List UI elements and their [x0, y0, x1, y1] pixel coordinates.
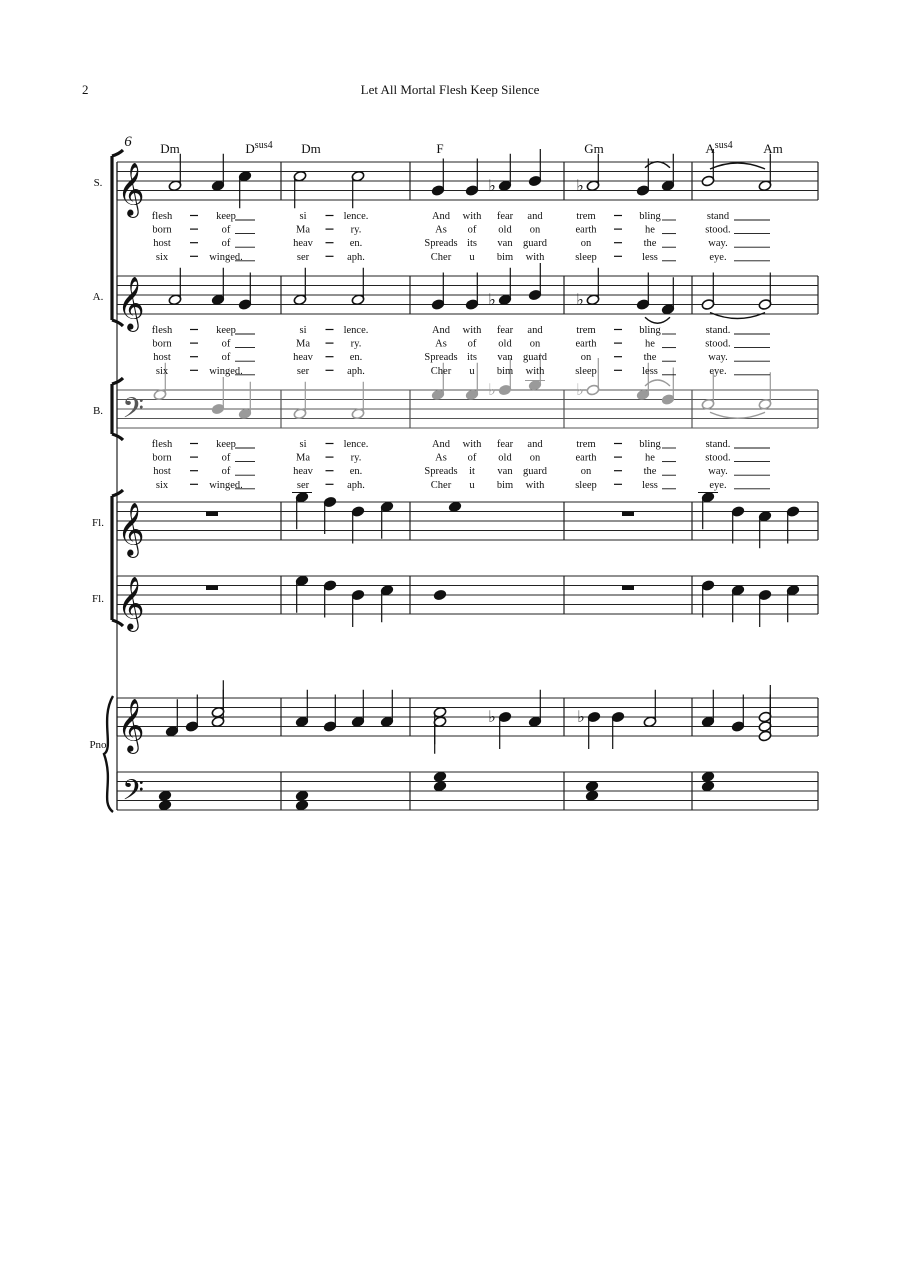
- note: [758, 273, 772, 311]
- note: [295, 790, 309, 802]
- lyric-syllable: bim: [496, 479, 514, 491]
- flute-1-staff: [117, 502, 818, 540]
- lyric-syllable: fear: [496, 439, 514, 450]
- chord-symbol: $A^{sus4}$: [705, 140, 733, 156]
- lyric-syllable: with: [525, 251, 545, 263]
- lyric-syllable: its: [467, 238, 477, 250]
- note: [238, 273, 252, 311]
- note: [431, 159, 445, 197]
- note: [168, 154, 182, 192]
- lyric-syllable: and: [527, 439, 543, 450]
- lyric-syllable: bling: [639, 325, 661, 336]
- staff-label-1: S.: [93, 177, 103, 189]
- note: [586, 268, 600, 306]
- lyric-syllable: on: [580, 352, 592, 364]
- lyric-syllable: of: [467, 224, 477, 236]
- lyric-syllable: As: [435, 338, 447, 350]
- lyric-syllable: winged.: [209, 365, 243, 377]
- notehead: [448, 501, 462, 513]
- note: [731, 584, 745, 622]
- staff-label-3: B.: [92, 405, 104, 417]
- notehead: [585, 780, 599, 792]
- lyric-syllable: earth: [575, 224, 597, 236]
- lyric-syllable: of: [221, 338, 231, 350]
- note: [433, 716, 447, 754]
- lyric-syllable: trem: [576, 439, 596, 450]
- lyric-syllable: ser: [296, 251, 310, 263]
- lyric-syllable: en.: [349, 238, 363, 250]
- note: [351, 170, 365, 208]
- lyric-syllable: lence.: [343, 439, 369, 450]
- lyric-syllable: of: [221, 452, 231, 464]
- lyric-syllable: keep: [216, 211, 236, 222]
- note: [636, 273, 650, 311]
- staff-label-4: Fl.: [92, 517, 104, 529]
- note: [731, 506, 745, 544]
- note: [238, 382, 252, 420]
- lyric-syllable: bim: [496, 365, 514, 377]
- chord-symbol: Gm: [584, 141, 604, 156]
- note: [211, 377, 225, 415]
- page-title: Let All Mortal Flesh Keep Silence: [360, 82, 540, 97]
- lyric-syllable: eye.: [709, 251, 727, 263]
- treble-clef: 𝄞: [117, 699, 145, 751]
- note: [585, 790, 599, 802]
- notehead: [158, 790, 172, 802]
- note: [323, 496, 337, 534]
- lyric-syllable: it: [469, 466, 475, 478]
- lyric-syllable: flesh: [151, 439, 173, 450]
- lyric-syllable: stood.: [705, 452, 731, 464]
- note: [701, 580, 715, 618]
- lyric-syllable: stand.: [705, 325, 731, 336]
- lyric-syllable: he: [645, 452, 655, 464]
- flat-sign: ♭: [488, 177, 496, 195]
- chord-symbol: Dm: [160, 141, 180, 156]
- lyric-syllable: lence.: [343, 325, 369, 336]
- lyric-syllable: born: [152, 452, 172, 464]
- note: [587, 711, 601, 749]
- lyric-syllable: host: [153, 238, 171, 250]
- lyric-syllable: with: [462, 439, 482, 450]
- lyric-syllable: of: [467, 452, 477, 464]
- lyric-syllable: eye.: [709, 365, 727, 377]
- lyric-syllable: of: [467, 338, 477, 350]
- lyric-syllable: way.: [708, 238, 728, 250]
- flute-2-staff: [117, 576, 818, 614]
- flat-sign: ♭: [576, 291, 584, 309]
- staff-label-5: Fl.: [92, 593, 104, 605]
- lyric-syllable: flesh: [151, 325, 173, 336]
- lyric-syllable: of: [221, 352, 231, 364]
- lyric-syllable: Spreads: [424, 466, 458, 478]
- lyric-syllable: and: [527, 211, 543, 222]
- flat-sign: ♭: [488, 382, 496, 399]
- treble-clef: 𝄞: [117, 503, 145, 555]
- whole-rest: [622, 512, 634, 517]
- note: [661, 154, 675, 192]
- note: [528, 263, 542, 301]
- whole-rest: [206, 512, 218, 517]
- note: [465, 273, 479, 311]
- note: [611, 711, 625, 749]
- lyric-syllable: on: [580, 238, 592, 250]
- lyric-syllable: aph.: [347, 251, 365, 263]
- lyric-syllable: trem: [576, 325, 596, 336]
- note: [701, 273, 715, 311]
- lyric-syllable: sleep: [575, 365, 597, 377]
- note: [498, 268, 512, 306]
- lyric-syllable: Ma: [296, 452, 310, 464]
- lyric-syllable: host: [153, 466, 171, 478]
- lyric-syllable: fear: [496, 325, 514, 336]
- note: [351, 506, 365, 544]
- lyric-syllable: on: [529, 224, 541, 236]
- staff-label-6: Pno: [89, 739, 107, 751]
- lyric-syllable: u: [469, 479, 475, 491]
- lyric-syllable: Cher: [430, 479, 452, 491]
- note: [351, 690, 365, 728]
- bass-clef: 𝄢: [122, 776, 144, 813]
- lyric-syllable: six: [155, 479, 169, 491]
- lyric-syllable: winged.: [209, 479, 243, 491]
- note: [295, 575, 309, 613]
- lyric-syllable: with: [462, 211, 482, 222]
- note: [351, 382, 365, 420]
- lyric-syllable: with: [525, 479, 545, 491]
- note: [295, 690, 309, 728]
- lyric-syllable: And: [431, 211, 451, 222]
- lyric-syllable: u: [469, 365, 475, 377]
- lyric-syllable: And: [431, 439, 451, 450]
- lyric-syllable: Spreads: [424, 238, 458, 250]
- whole-rest: [622, 586, 634, 591]
- note: [185, 695, 199, 733]
- note: [433, 780, 447, 792]
- lyric-syllable: six: [155, 365, 169, 377]
- lyric-syllable: of: [221, 466, 231, 478]
- lyric-syllable: en.: [349, 352, 363, 364]
- lyric-syllable: si: [299, 439, 307, 450]
- note: [643, 690, 657, 728]
- tie: [710, 163, 765, 169]
- note: [586, 358, 600, 396]
- note: [293, 170, 307, 208]
- lyric-syllable: with: [462, 325, 482, 336]
- note: [585, 780, 599, 792]
- lyric-syllable: aph.: [347, 365, 365, 377]
- note: [701, 372, 715, 410]
- lyric-syllable: aph.: [347, 479, 365, 491]
- lyric-syllable: Ma: [296, 224, 310, 236]
- lyric-syllable: And: [431, 325, 451, 336]
- notehead: [433, 780, 447, 792]
- lyric-syllable: eye.: [709, 479, 727, 491]
- whole-rest: [206, 586, 218, 591]
- notehead: [433, 589, 447, 601]
- chord-symbol: Am: [763, 141, 783, 156]
- lyric-syllable: Ma: [296, 338, 310, 350]
- note: [448, 501, 462, 513]
- lyric-syllable: guard: [523, 466, 547, 478]
- note: [758, 372, 772, 410]
- lyric-syllable: way.: [708, 352, 728, 364]
- lyric-syllable: sleep: [575, 479, 597, 491]
- note: [498, 154, 512, 192]
- notehead: [701, 771, 715, 783]
- lyric-syllable: bling: [639, 211, 661, 222]
- note: [758, 510, 772, 548]
- notehead: [701, 780, 715, 792]
- lyric-syllable: bling: [639, 439, 661, 450]
- lyric-syllable: and: [527, 325, 543, 336]
- lyric-syllable: less: [642, 365, 658, 377]
- note: [758, 589, 772, 627]
- notehead: [158, 799, 172, 811]
- note: [323, 580, 337, 618]
- chord-symbol: $D^{sus4}$: [245, 140, 273, 156]
- lyric-syllable: old: [498, 338, 512, 350]
- page-number: 2: [82, 82, 89, 97]
- flat-sign: ♭: [488, 291, 496, 309]
- note: [211, 268, 225, 306]
- note: [380, 501, 394, 539]
- note: [731, 695, 745, 733]
- lyric-syllable: with: [525, 365, 545, 377]
- note: [758, 154, 772, 192]
- lyric-syllable: van: [497, 466, 513, 478]
- note: [168, 268, 182, 306]
- lyric-syllable: winged.: [209, 251, 243, 263]
- lyric-syllable: earth: [575, 452, 597, 464]
- lyric-syllable: ry.: [350, 338, 362, 350]
- note: [380, 690, 394, 728]
- lyric-syllable: guard: [523, 238, 547, 250]
- note: [701, 690, 715, 728]
- lyric-syllable: old: [498, 224, 512, 236]
- note: [238, 170, 252, 208]
- lyric-syllable: earth: [575, 338, 597, 350]
- note: [465, 159, 479, 197]
- flat-sign: ♭: [488, 709, 496, 726]
- treble-clef: 𝄞: [117, 163, 145, 215]
- note: [292, 491, 312, 529]
- lyric-syllable: less: [642, 479, 658, 491]
- note: [158, 790, 172, 802]
- lyric-syllable: Cher: [430, 251, 452, 263]
- lyric-syllable: on: [529, 338, 541, 350]
- note: [698, 491, 718, 529]
- note: [528, 690, 542, 728]
- notehead: [295, 790, 309, 802]
- lyric-syllable: stood.: [705, 338, 731, 350]
- lyric-syllable: stand.: [705, 439, 731, 450]
- note: [498, 711, 512, 749]
- lyric-syllable: lence.: [343, 211, 369, 222]
- lyric-syllable: six: [155, 251, 169, 263]
- note: [293, 382, 307, 420]
- note: [323, 695, 337, 733]
- note: [211, 680, 225, 718]
- chord-symbol: Dm: [301, 141, 321, 156]
- lyric-syllable: heav: [293, 352, 313, 364]
- lyric-syllable: heav: [293, 238, 313, 250]
- measure-number: 6: [124, 134, 132, 150]
- lyric-syllable: Spreads: [424, 352, 458, 364]
- lyric-syllable: way.: [708, 466, 728, 478]
- note: [431, 273, 445, 311]
- note: [433, 589, 447, 601]
- tie: [710, 412, 765, 418]
- note: [661, 277, 675, 315]
- note: [295, 799, 309, 811]
- tie: [710, 313, 765, 319]
- lyric-syllable: en.: [349, 466, 363, 478]
- lyric-syllable: less: [642, 251, 658, 263]
- notehead: [585, 790, 599, 802]
- staff-label-2: A.: [92, 291, 104, 303]
- note: [165, 699, 179, 737]
- treble-clef: 𝄞: [117, 577, 145, 629]
- lyric-syllable: old: [498, 452, 512, 464]
- lyric-syllable: ser: [296, 479, 310, 491]
- note: [158, 799, 172, 811]
- note: [786, 584, 800, 622]
- lyric-syllable: ry.: [350, 224, 362, 236]
- lyric-syllable: guard: [523, 352, 547, 364]
- flat-sign: ♭: [576, 382, 584, 399]
- lyric-syllable: of: [221, 238, 231, 250]
- note: [636, 159, 650, 197]
- lyric-syllable: on: [580, 466, 592, 478]
- lyric-syllable: As: [435, 224, 447, 236]
- lyric-syllable: the: [643, 238, 657, 250]
- note: [433, 771, 447, 783]
- lyric-syllable: host: [153, 352, 171, 364]
- lyric-syllable: si: [299, 325, 307, 336]
- note: [586, 154, 600, 192]
- note: [351, 589, 365, 627]
- flat-sign: ♭: [576, 177, 584, 195]
- lyric-syllable: Cher: [430, 365, 452, 377]
- note: [211, 154, 225, 192]
- note: [786, 506, 800, 544]
- lyric-syllable: ry.: [350, 452, 362, 464]
- note: [498, 358, 512, 396]
- lyric-syllable: ser: [296, 365, 310, 377]
- note: [380, 584, 394, 622]
- lyric-syllable: heav: [293, 466, 313, 478]
- lyric-syllable: stand: [706, 211, 730, 222]
- lyric-syllable: As: [435, 452, 447, 464]
- lyric-syllable: he: [645, 338, 655, 350]
- lyric-syllable: born: [152, 224, 172, 236]
- lyric-syllable: van: [497, 352, 513, 364]
- treble-clef: 𝄞: [117, 277, 145, 329]
- notehead: [433, 771, 447, 783]
- tie: [645, 317, 670, 323]
- chord-symbol: F: [436, 141, 444, 156]
- lyric-syllable: keep: [216, 439, 236, 450]
- lyric-syllable: on: [529, 452, 541, 464]
- piano-brace: [104, 696, 113, 812]
- lyric-syllable: trem: [576, 211, 596, 222]
- lyric-syllable: fear: [496, 211, 514, 222]
- lyric-syllable: born: [152, 338, 172, 350]
- lyric-syllable: flesh: [151, 211, 173, 222]
- lyric-syllable: keep: [216, 325, 236, 336]
- note: [528, 149, 542, 187]
- note: [701, 771, 715, 783]
- lyric-syllable: van: [497, 238, 513, 250]
- lyric-syllable: of: [221, 224, 231, 236]
- lyric-syllable: sleep: [575, 251, 597, 263]
- lyric-syllable: u: [469, 251, 475, 263]
- note: [661, 368, 675, 406]
- note: [351, 268, 365, 306]
- lyric-syllable: its: [467, 352, 477, 364]
- note: [293, 268, 307, 306]
- lyric-syllable: the: [643, 466, 657, 478]
- notehead: [295, 799, 309, 811]
- lyric-syllable: bim: [496, 251, 514, 263]
- lyric-syllable: the: [643, 352, 657, 364]
- bass-clef: 𝄢: [122, 394, 144, 431]
- note: [701, 780, 715, 792]
- flat-sign: ♭: [577, 709, 585, 726]
- lyric-syllable: stood.: [705, 224, 731, 236]
- lyric-syllable: si: [299, 211, 307, 222]
- lyric-syllable: he: [645, 224, 655, 236]
